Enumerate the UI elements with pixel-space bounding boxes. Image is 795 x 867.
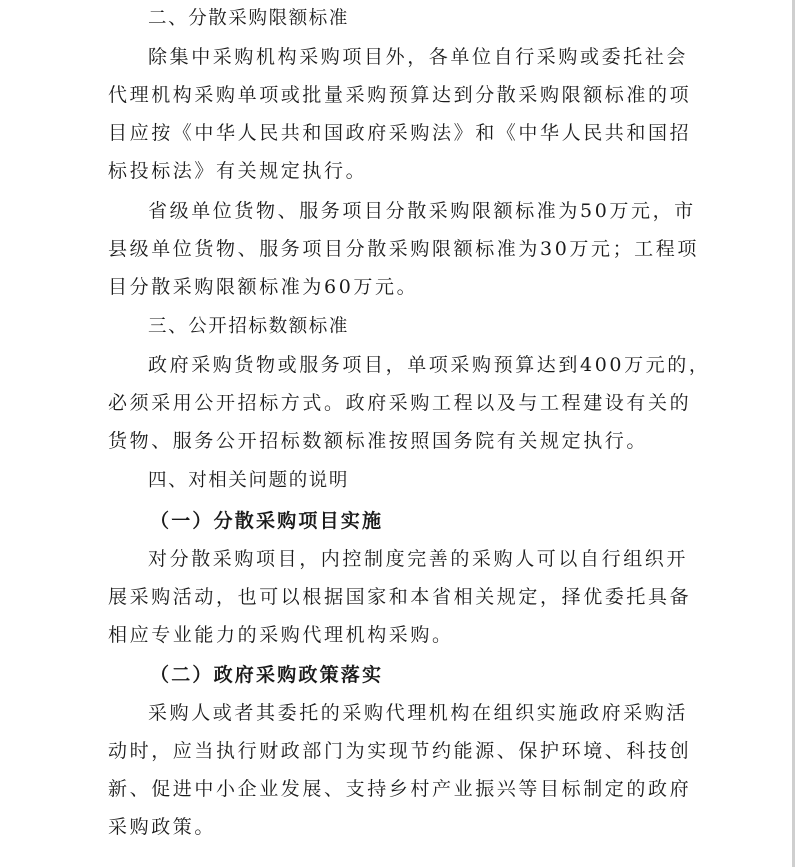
subsection-heading-policy: （二）政府采购政策落实 — [150, 664, 384, 686]
paragraph-line: 政府采购货物或服务项目，单项采购预算达到400万元的， — [148, 354, 711, 376]
paragraph-line: 目应按《中华人民共和国政府采购法》和《中华人民共和国招 — [108, 122, 692, 144]
paragraph-line: 展采购活动，也可以根据国家和本省相关规定，择优委托具备 — [108, 586, 692, 608]
paragraph-line: 采购人或者其委托的采购代理机构在组织实施政府采购活 — [148, 702, 689, 724]
paragraph-line: 县级单位货物、服务项目分散采购限额标准为30万元；工程项 — [108, 238, 699, 260]
section-heading-explanations: 四、对相关问题的说明 — [148, 470, 350, 491]
subsection-heading-decentralized: （一）分散采购项目实施 — [150, 510, 384, 532]
paragraph-line: 对分散采购项目，内控制度完善的采购人可以自行组织开 — [148, 548, 689, 570]
paragraph-line: 标投标法》有关规定执行。 — [108, 160, 368, 182]
paragraph-line: 必须采用公开招标方式。政府采购工程以及与工程建设有关的 — [108, 392, 692, 414]
paragraph-line: 代理机构采购单项或批量采购预算达到分散采购限额标准的项 — [108, 84, 692, 106]
paragraph-line: 目分散采购限额标准为60万元。 — [108, 276, 419, 298]
paragraph-line: 相应专业能力的采购代理机构采购。 — [108, 624, 454, 646]
section-heading-limit-standard: 二、分散采购限额标准 — [148, 8, 350, 29]
paragraph-line: 货物、服务公开招标数额标准按照国务院有关规定执行。 — [108, 430, 649, 452]
paragraph-line: 采购政策。 — [108, 816, 217, 838]
paragraph-line: 动时，应当执行财政部门为实现节约能源、保护环境、科技创 — [108, 740, 692, 762]
paragraph-line: 除集中采购机构采购项目外，各单位自行采购或委托社会 — [148, 46, 689, 68]
section-heading-tender-threshold: 三、公开招标数额标准 — [148, 316, 350, 337]
paragraph-line: 省级单位货物、服务项目分散采购限额标准为50万元，市 — [148, 200, 696, 222]
paragraph-line: 新、促进中小企业发展、支持乡村产业振兴等目标制定的政府 — [108, 778, 692, 800]
